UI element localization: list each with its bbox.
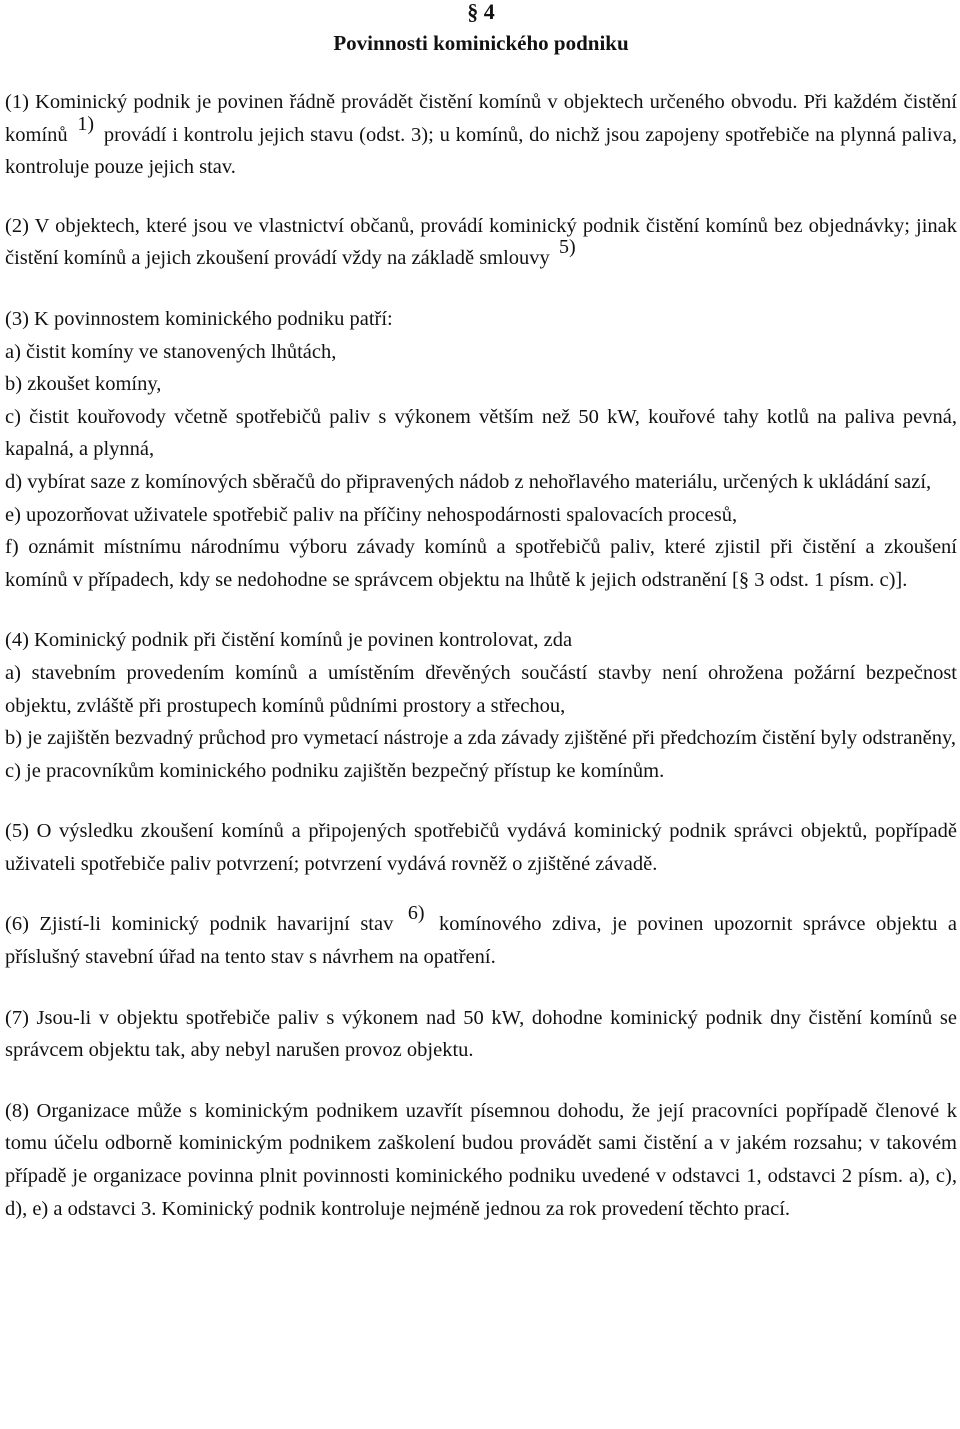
paragraph-4-item-a: a) stavebním provedením komínů a umístěním dřevěných součástí stavby není ohrožena požární bezpečnost objektu, zvláště při prostupech komínů půdními prostory a střechou, bbox=[5, 661, 957, 717]
section-title: Povinnosti kominického podniku bbox=[333, 31, 629, 55]
paragraph-6 bbox=[5, 902, 958, 973]
paragraph-4 bbox=[5, 624, 957, 787]
paragraph-8: (8) Organizace může s kominickým podnikem uzavřít písemnou dohodu, že její pracovníci popřípadě členové k tomu účelu odborně kominickým podnikem zaškolení budou provádět sami čistění a v jakém rozsahu; v takovém případě je organizace povinna plnit povinnosti kominického podniku uvedené v odstavci 1, odstavci 2 písm. a), c), d), e) a odstavci 3. Kominický podnik kontroluje nejméně jednou za rok provedení těchto prací. bbox=[5, 1099, 957, 1220]
paragraph-5: (5) O výsledku zkoušení komínů a připojených spotřebičů vydává kominický podnik správci objektů, popřípadě uživateli spotřebiče paliv potvrzení; potvrzení vydává rovněž o zjištěné závadě. bbox=[5, 820, 957, 875]
paragraph-3-item-f: f) oznámit místnímu národnímu výboru závady komínů a spotřebičů paliv, které zjistil při čistění a zkoušení komínů v případech, kdy se nedohodne se správcem objektu na lhůtě k jejich odstranění [§ 3 odst. 1 písm. c)]. bbox=[5, 536, 957, 591]
footnote-ref-5[interactable]: 5) bbox=[558, 236, 576, 259]
paragraph-3 bbox=[5, 303, 957, 596]
paragraph-3-item-d: d) vybírat saze z komínových sběračů do připravených nádob z nehořlavého materiálu, určených k ukládání sazí, bbox=[5, 470, 932, 493]
paragraph-4-item-c: c) je pracovníkům kominického podniku zajištěn bezpečný přístup ke komínům. bbox=[5, 759, 665, 782]
paragraph-3-item-c: c) čistit kouřovody včetně spotřebičů paliv s výkonem větším než 50 kW, kouřové tahy kotlů na paliva pevná, kapalná, a plynná, bbox=[5, 405, 957, 461]
section-mark: § 4 bbox=[467, 0, 495, 24]
paragraph-2-text: (2) V objektech, které jsou ve vlastnictví občanů, provádí kominický podnik čistění komínů bez objednávky; jinak čistění komínů a jejich zkoušení provádí vždy na základě smlouvy bbox=[5, 214, 957, 270]
paragraph-3-item-a: a) čistit komíny ve stanovených lhůtách, bbox=[5, 340, 337, 363]
paragraph-1 bbox=[5, 86, 957, 184]
paragraph-1-text-a: (1) Kominický podnik je povinen řádně provádět čistění komínů v objektech určeného obvodu. Při každém čistění komínů bbox=[5, 91, 957, 146]
paragraph-4-item-b: b) je zajištěn bezvadný průchod pro vymetací nástroje a zda závady zjištěné při předchozím čistění byly odstraněny, bbox=[5, 727, 956, 750]
paragraph-6-text-a: (6) Zjistí-li kominický podnik havarijní stav bbox=[5, 913, 394, 936]
footnote-ref-6[interactable]: 6) bbox=[407, 902, 425, 925]
footnote-ref-1[interactable]: 1) bbox=[77, 112, 95, 135]
paragraph-3-intro: (3) K povinnostem kominického podniku patří: bbox=[5, 307, 393, 330]
paragraph-3-item-b: b) zkoušet komíny, bbox=[5, 373, 162, 396]
paragraph-1-text-b: provádí i kontrolu jejich stavu (odst. 3); u komínů, do nichž jsou zapojeny spotřebiče na plynná paliva, kontroluje pouze jejich stav. bbox=[5, 123, 957, 179]
paragraph-7: (7) Jsou-li v objektu spotřebiče paliv s výkonem nad 50 kW, dohodne kominický podnik dny čistění komínů se správcem objektu tak, aby nebyl narušen provoz objektu. bbox=[5, 1006, 957, 1062]
paragraph-2 bbox=[5, 210, 957, 275]
document-page bbox=[5, 0, 957, 1225]
paragraph-4-intro: (4) Kominický podnik při čistění komínů je povinen kontrolovat, zda bbox=[5, 629, 573, 652]
paragraph-3-item-e: e) upozorňovat uživatele spotřebič paliv na příčiny nehospodárnosti spalovacích procesů, bbox=[5, 503, 738, 526]
paragraph-6-text-b: komínového zdiva, je povinen upozornit správce objektu a příslušný stavební úřad na tento stav s návrhem na opatření. bbox=[5, 913, 958, 969]
